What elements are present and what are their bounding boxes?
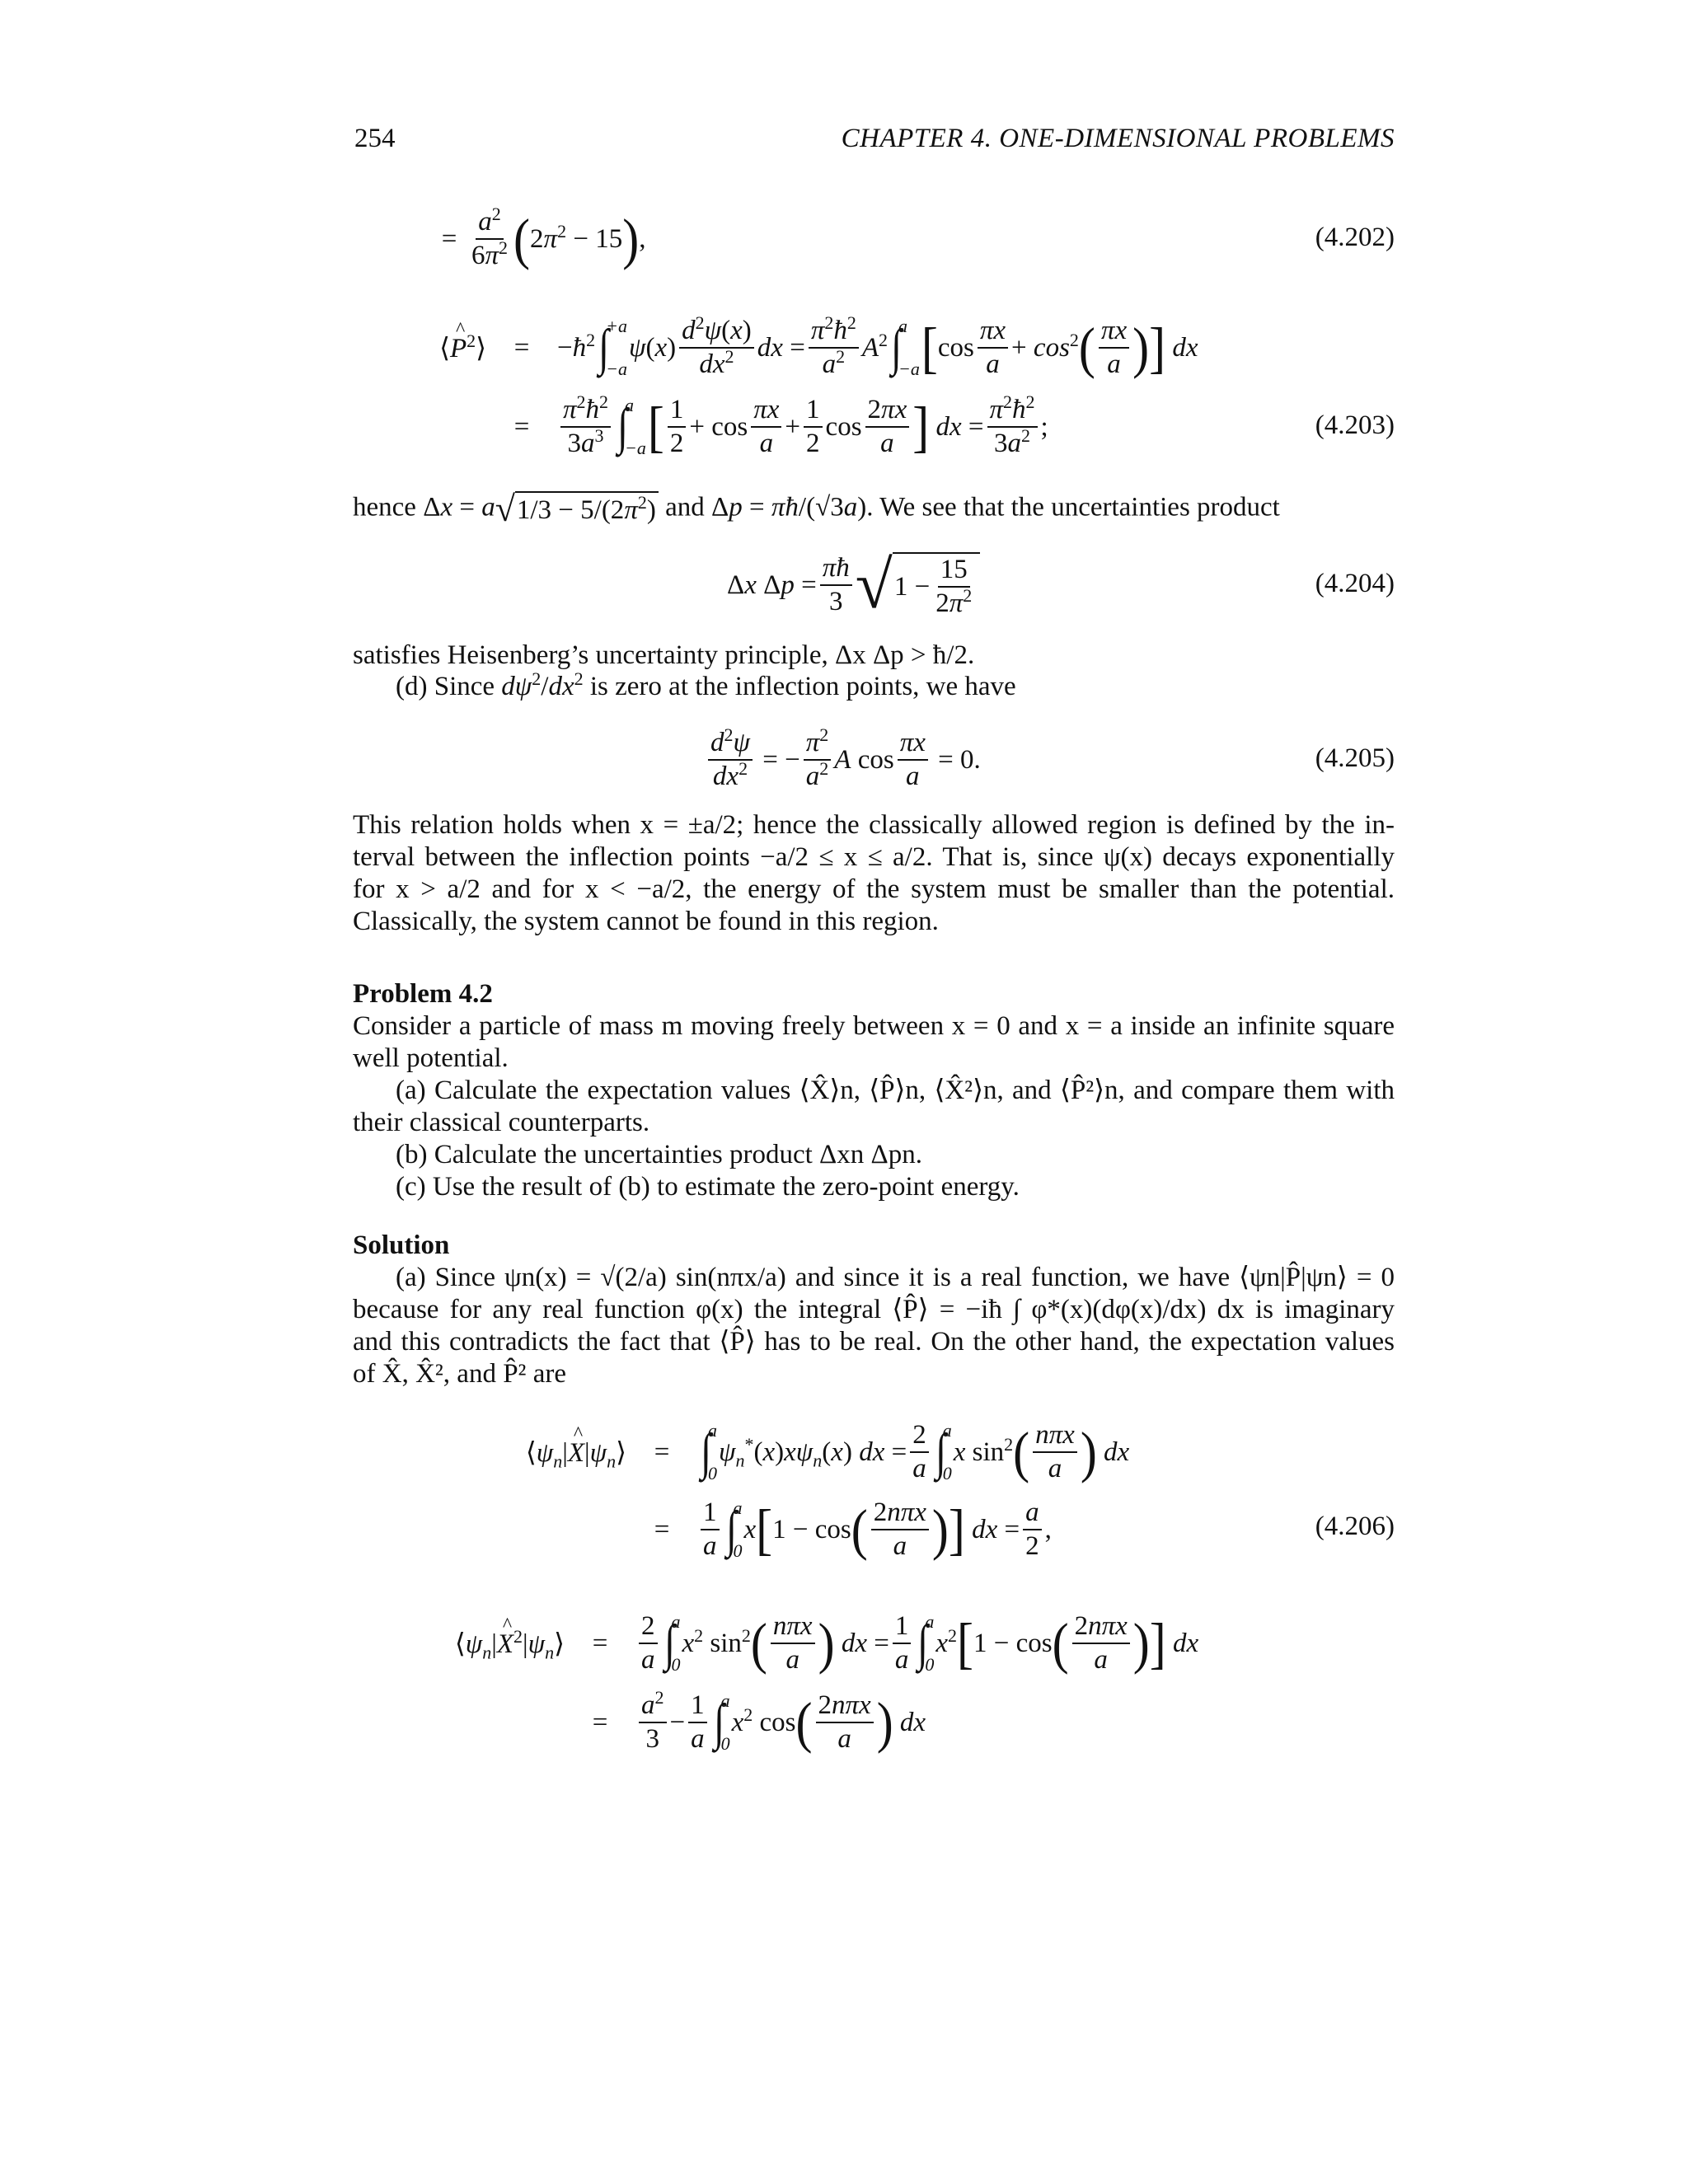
solution-line: of X̂, X̂², and P̂² are xyxy=(353,1359,566,1389)
fraction: $\frac{a^2}{6\pi^2}$ xyxy=(471,204,509,270)
text: hence xyxy=(353,492,424,523)
equation-x2-row1: $⟨\psi_n|\^{}$ $X^2|\psi_n⟩$ = $\frac{2}{a}$ ∫ a 0 $x^2$ $\sin^2$ ( $\frac{\text{nπx}}{a}$ ) dx = $\frac{1}{a}$ ∫ a 0 $x^2$ [ 1 − cos ( $\frac{\text{2nπx}}{a}$ ) ] dx xyxy=(387,1602,1198,1685)
text-line-d-since: (d) Since $d\psi^2/dx^2$ is zero at the inflection points, we have xyxy=(396,668,1016,701)
equation-number: (4.204) xyxy=(1315,569,1395,598)
solution-line: because for any real function φ(x) the integral ⟨P̂⟩ = −iħ ∫ φ*(x)(dφ(x)/dx) dx is imaginary xyxy=(353,1295,1395,1324)
eq-lhs: ⟨^ $P^2⟩$ xyxy=(387,331,486,364)
integral: ∫ +a −a xyxy=(598,316,627,379)
text: is zero at the inflection points, we have xyxy=(583,672,1016,701)
equation-number: (4.202) xyxy=(1315,223,1395,252)
equation-4-204: Δx Δp = $\frac{\pi ħ}{3}$ √ 1 − $\frac{15}{2\pi^2}$ xyxy=(727,544,980,626)
equation-4-206-row1: $⟨\psi_n|\^{}$ $X|\psi_n⟩$ = ∫ a 0 $\psi_n^*(x)x\psi_n(x)$ dx = $\frac{2}{a}$ ∫ a 0 x $\sin^2$ ( $\frac{\text{nπx}}{a}$ ) dx xyxy=(462,1411,1129,1493)
page-number: 254 xyxy=(354,124,396,153)
equation-x2-row2: = $\frac{a^2}{3}$ − $\frac{1}{a}$ ∫ a 0 $x^2$ cos ( $\frac{\text{2nπx}}{a}$ ) dx xyxy=(592,1687,926,1754)
text: and xyxy=(658,492,712,523)
equation-number: (4.205) xyxy=(1315,743,1395,773)
equation-4-206-row2: = $\frac{1}{a}$ ∫ a 0 x [ 1 − cos ( $\frac{\text{2nπx}}{a}$ ) ] dx = $\frac{a}{2}$ , xyxy=(654,1497,1052,1561)
running-title: CHAPTER 4. ONE-DIMENSIONAL PROBLEMS xyxy=(841,124,1395,153)
paren-close: ) xyxy=(622,208,640,270)
equation-4-203-row2: = $\frac{\pi^2ħ^2}{3a^3}$ ∫ a −a [ $\frac{1}{2}$ + cos $\frac{\pi x}{a}$ + $\frac{1}{2}$ cos $\frac{2\pi x}{a}$ ] dx = $\frac{\pi^2ħ^2}{3a^2}$ ; xyxy=(513,391,1048,458)
equals-sign: = xyxy=(441,223,457,254)
paragraph-line: This relation holds when x = ±a/2; hence the classically allowed region is defined by the in- xyxy=(353,810,1395,840)
equation-number: (4.203) xyxy=(1315,410,1395,440)
problem-line: well potential. xyxy=(353,1043,509,1073)
problem-line: (b) Calculate the uncertainties product Δxn Δpn. xyxy=(396,1140,922,1169)
solution-line: (a) Since ψn(x) = √(2/a) sin(nπx/a) and since it is a real function, we have ⟨ψn|P̂|ψn⟩ = 0 xyxy=(396,1263,1395,1292)
equation-4-202: = $\frac{a^2}{6\pi^2}$ ( $2\pi^2 - 15$ ) , xyxy=(433,198,645,280)
text-line-hence: hence Δx = a √ $1/3 - 5/(2\pi^2)$ and Δp = πħ/(√3a). We see that the uncertainties product xyxy=(353,489,1280,529)
problem-line: their classical counterparts. xyxy=(353,1108,650,1137)
equation-number: (4.206) xyxy=(1315,1511,1395,1541)
text: (d) Since xyxy=(396,672,502,701)
paren-open: ( xyxy=(513,208,531,270)
text: . We see that the uncertainties product xyxy=(866,492,1280,523)
problem-title: Problem 4.2 xyxy=(353,979,493,1009)
solution-title: Solution xyxy=(353,1230,450,1260)
paragraph-line: terval between the inflection points −a/2 ≤ x ≤ a/2. That is, since ψ(x) decays exponentially xyxy=(353,842,1395,872)
equation-4-205: $\frac{d^2\psi}{dx^2}$ = − $\frac{\pi^2}{a^2}$ A cos $\frac{\pi x}{a}$ = 0. xyxy=(705,719,981,801)
problem-line: (a) Calculate the expectation values ⟨X̂⟩n, ⟨P̂⟩n, ⟨X̂²⟩n, and ⟨P̂²⟩n, and compare them with xyxy=(396,1076,1395,1105)
paragraph-line: for x > a/2 and for x < −a/2, the energy of the system must be smaller than the potential. xyxy=(353,874,1395,904)
equation-4-203-row1: ⟨^ $P^2⟩$ = $-ħ^2$ ∫ +a −a ψ(x) $\frac{d^2\psi(x)}{dx^2}$ dx = $\frac{\pi^2ħ^2}{a^2}$ $A^2$ ∫ a −a [ cos $\frac{\pi x}{a}$ + $\cos^2$ ( $\frac{\pi x}{a}$ ) ] dx xyxy=(387,307,1198,389)
text-line-satisfies: satisfies Heisenberg’s uncertainty principle, Δx Δp > ħ/2. xyxy=(353,640,975,670)
problem-line: (c) Use the result of (b) to estimate the zero-point energy. xyxy=(396,1172,1020,1202)
problem-line: Consider a particle of mass m moving freely between x = 0 and x = a inside an infinite square xyxy=(353,1011,1395,1041)
solution-line: and this contradicts the fact that ⟨P̂⟩ has to be real. On the other hand, the expectation values xyxy=(353,1327,1395,1357)
paragraph-line: Classically, the system cannot be found in this region. xyxy=(353,907,939,936)
